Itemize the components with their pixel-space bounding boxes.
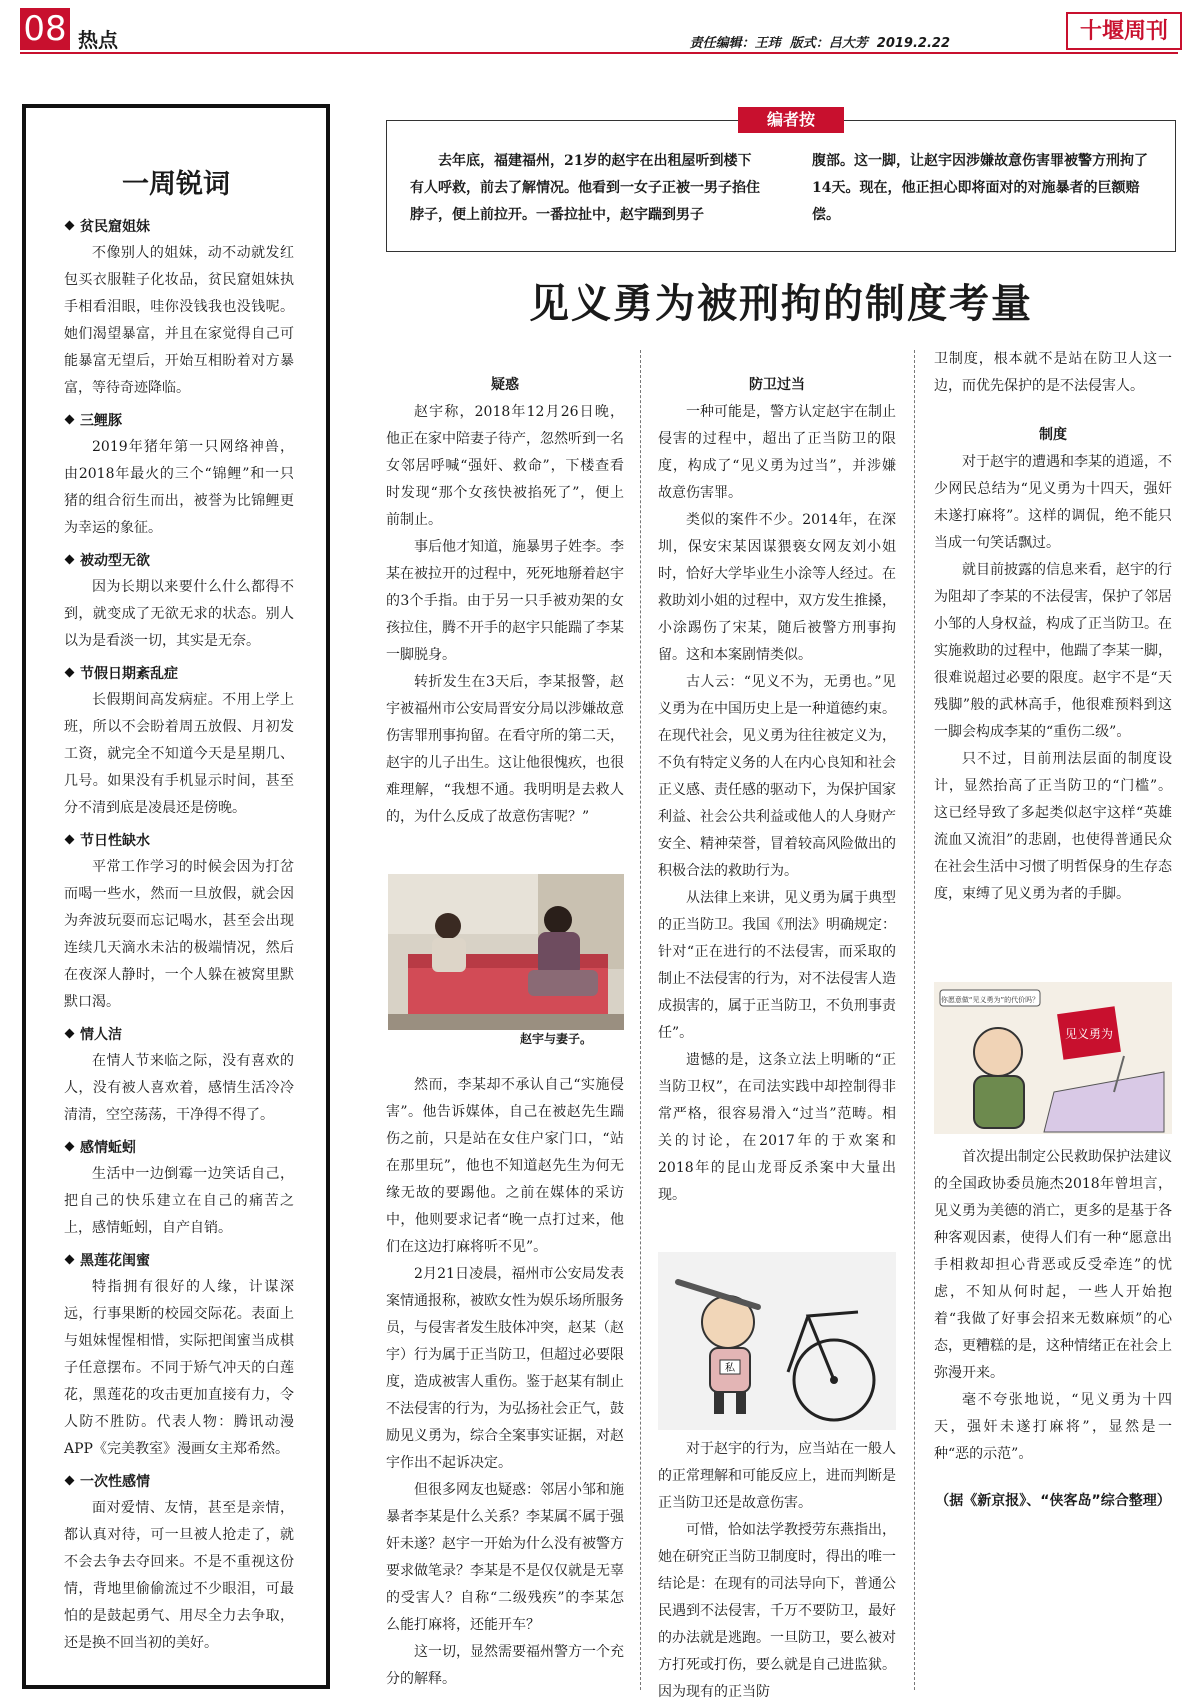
cartoon-sign-text: 见义勇为 [1064,1027,1114,1041]
article-paragraph: 赵宇称，2018年12月26日晚，他正在家中陪妻子待产，忽然听到一名女邻居呼喊“强奸、救命”，下楼查看时发现“那个女孩快被掐死了”，便上前制止。 [386,404,624,528]
term-name: 黑莲花闺蜜 [80,1253,150,1269]
article-paragraph: 这一切，显然需要福州警方一个充分的解释。 [386,1644,624,1687]
editor-note-label: 编者按 [738,107,844,133]
column-divider [640,350,641,1690]
term-entry [64,828,294,1016]
article-headline: 见义勇为被刑拘的制度考量 [529,280,1033,327]
article-column-3 [934,346,1172,908]
photo-couple-illustration [388,874,624,1030]
cartoon-crying-man [934,982,1172,1134]
editor-note-text-part1: 去年底，福建福州，21岁的赵宇在出租屋听到楼下有人呼救，前去了解情况。他看到一女子正被一男子掐住脖子，便上前拉开。一番拉扯中，赵宇踹到男子 [410,153,760,223]
term-text: 在情人节来临之际，没有喜欢的人，没有被人喜欢着，感情生活冷冷清清，空空荡荡，干净得不得了。 [64,1053,294,1123]
subheading-excessive-defense: 防卫过当 [749,377,805,393]
diamond-bullet-icon [65,555,75,565]
article-paragraph: 遗憾的是，这条立法上明晰的“正当防卫权”，在司法实践中却控制得非常严格，很容易滑入“过当”范畴。相关的讨论，在2017年的于欢案和2018年的昆山龙哥反杀案中大量出现。 [658,1052,896,1203]
cartoon-label-text: 你愿意做“见义勇为”的代价吗？ [940,996,1040,1004]
diamond-bullet-icon [65,1476,75,1486]
article-paragraph: 就目前披露的信息来看，赵宇的行为阻却了李某的不法侵害，保护了邻居小邹的人身权益，构成了正当防卫。在实施救助的过程中，他踹了李某一脚，很难说超过必要的限度。赵宇不是“天残脚”般的武林高手，他很难预料到这一脚会构成李某的“重伤二级”。 [934,562,1172,740]
article-paragraph: 对于赵宇的遭遇和李某的逍遥，不少网民总结为“见义勇为十四天，强奸未遂打麻将”。这样的调侃，绝不能只当成一句笑话飘过。 [934,454,1172,551]
diamond-bullet-icon [65,415,75,425]
section-label: 热点 [78,28,118,52]
term-text: 2019年猪年第一只网络神兽，由2018年最火的三个“锦鲤”和一只猪的组合衍生而出，被誉为比锦鲤更为幸运的象征。 [64,439,294,536]
term-entry [64,661,294,822]
cartoon-bicycle-illustration [658,1252,896,1430]
sidebar-terms [64,208,294,1657]
article-paragraph: 一种可能是，警方认定赵宇在制止侵害的过程中，超出了正当防卫的限度，构成了“见义勇为过当”，并涉嫌故意伤害罪。 [658,404,896,501]
term-text: 平常工作学习的时候会因为打岔而喝一些水，然而一旦放假，就会因为奔波玩耍而忘记喝水，甚至会出现连续几天滴水未沾的极端情况，然后在夜深人静时，一个人躲在被窝里默默口渴。 [64,859,294,1010]
subheading-system: 制度 [1039,427,1067,443]
term-name: 一次性感情 [80,1474,150,1490]
header-credits [690,32,950,51]
term-entry [64,408,294,542]
article-paragraph: 对于赵宇的行为，应当站在一般人的正常理解和可能反应上，进而判断是正当防卫还是故意伤害。 [658,1441,896,1511]
article-paragraph: 类似的案件不少。2014年，在深圳，保安宋某因谋猥亵女网友刘小姐时，恰好大学毕业生小涂等人经过。在救助刘小姐的过程中，双方发生推搡，小涂踢伤了宋某，随后被警方刑事拘留。这和本案剧情类似。 [658,512,896,663]
term-entry [64,548,294,655]
term-entry [64,1248,294,1463]
diamond-bullet-icon [65,835,75,845]
column-divider [914,350,915,1690]
header-divider [20,52,1178,54]
term-name: 节日性缺水 [80,833,150,849]
diamond-bullet-icon [65,1142,75,1152]
term-text: 因为长期以来要什么什么都得不到，就变成了无欲无求的状态。别人以为是看淡一切，其实是无奈。 [64,579,294,649]
cartoon-crying-man-illustration [934,982,1172,1134]
issue-date: 2019.2.22 [876,36,950,51]
cartoon-shirt-text: 私 [725,1363,735,1374]
page-number: 08 [20,8,70,50]
article-paragraph: 古人云：“见义不为，无勇也。”见义勇为在中国历史上是一种道德约束。在现代社会，见义勇为往往被定义为，不负有特定义务的人在内心良知和社会正义感、责任感的驱动下，为保护国家利益、社会公共利益或他人的人身财产安全、精神荣誉，冒着较高风险做出的积极合法的救助行为。 [658,674,896,879]
article-column-3-continued [934,1144,1172,1515]
term-text: 特指拥有很好的人缘，计谋深远，行事果断的校园交际花。表面上与姐妹惺惺相惜，实际把闺蜜当成棋子任意摆布。不同于矫气冲天的白莲花，黑莲花的攻击更加直接有力，令人防不胜防。代表人物：腾讯动漫APP《完美教室》漫画女主郑希然。 [64,1279,294,1457]
sidebar-box [22,104,330,1689]
editor-note-text-part2: 腹部。这一脚，让赵宇因涉嫌故意伤害罪被警方刑拘了14天。现在，他正担心即将面对的对施暴者的巨额赔偿。 [812,153,1148,223]
article-paragraph: 2月21日凌晨，福州市公安局发表案情通报称，被欧女性为娱乐场所服务员，与侵害者发生肢体冲突，赵某（赵宇）行为属于正当防卫，但超过必要限度，造成被害人重伤。鉴于赵某有制止不法侵害的行为，为弘扬社会正气，鼓励见义勇为，综合全案事实证据，对赵宇作出不起诉决定。 [386,1266,624,1471]
article-paragraph: 首次提出制定公民救助保护法建议的全国政协委员施杰2018年曾坦言，见义勇为美德的消亡，更多的是基于各种客观因素，使得人们有一种“愿意出手相救却担心背恶或反受牵连”的忧虑，不知从何时起，一些人开始抱着“我做了好事会招来无数麻烦”的心态，更糟糕的是，这种情绪正在社会上弥漫开来。 [934,1149,1172,1381]
article-paragraph: 可惜，恰如法学教授劳东燕指出，她在研究正当防卫制度时，得出的唯一结论是：在现有的司法导向下，普通公民遇到不法侵害，千万不要防卫，最好的办法就是逃跑。一旦防卫，要么被对方打死或打伤，要么就是自己进监狱。因为现有的正当防 [658,1522,896,1700]
term-entry [64,214,294,402]
article-paragraph: 转折发生在3天后，李某报警，赵宇被福州市公安局晋安分局以涉嫌故意伤害罪刑事拘留。在看守所的第二天，赵宇的儿子出生。这让他很愧疚，也很难理解，“我想不通。我明明是去救人的，为什么反成了故意伤害呢？” [386,674,624,825]
source-credit: （据《新京报》、“侠客岛”综合整理） [935,1493,1171,1509]
term-name: 被动型无欲 [80,553,150,569]
article-paragraph: 事后他才知道，施暴男子姓李。李某在被拉开的过程中，死死地掰着赵宇的3个手指。由于另一只手被劝架的女孩拉住，腾不开手的赵宇只能踹了李某一脚脱身。 [386,539,624,663]
editor-credit: 责任编辑：王玮 [689,36,781,51]
diamond-bullet-icon [65,668,75,678]
term-entry [64,1135,294,1242]
term-name: 三鲤豚 [80,413,122,429]
term-name: 情人洁 [80,1027,122,1043]
diamond-bullet-icon [65,221,75,231]
term-entry [64,1469,294,1657]
article-paragraph: 但很多网友也疑惑：邻居小邹和施暴者李某是什么关系？李某属不属于强奸未遂？赵宇一开始为什么没有被警方要求做笔录？李某是不是仅仅就是无辜的受害人？自称“二级残疾”的李某怎么能打麻将，还能开车？ [386,1482,624,1633]
article-column-2 [658,370,896,1209]
term-text: 生活中一边倒霉一边笑话自己，把自己的快乐建立在自己的痛苦之上，感情蚯蚓，自产自销。 [64,1166,294,1236]
article-paragraph: 从法律上来讲，见义勇为属于典型的正当防卫。我国《刑法》明确规定：针对“正在进行的不法侵害，而采取的制止不法侵害的行为，对不法侵害人造成损害的，属于正当防卫，不负刑事责任”。 [658,890,896,1041]
term-text: 面对爱情、友情，甚至是亲情，都认真对待，可一旦被人抢走了，就不会去争去夺回来。不是不重视这份情，背地里偷偷流过不少眼泪，可最怕的是鼓起勇气、用尽全力去争取，还是换不回当初的美好。 [64,1500,294,1651]
term-name: 贫民窟姐妹 [80,219,150,235]
photo-couple [388,874,624,1030]
article-column-1 [386,370,624,831]
masthead-logo: 十堰周刊 [1066,12,1182,50]
subheading-doubt: 疑惑 [491,377,519,393]
diamond-bullet-icon [65,1029,75,1039]
layout-credit: 版式：吕大芳 [789,36,868,51]
term-text: 不像别人的姐妹，动不动就发红包买衣服鞋子化妆品，贫民窟姐妹执手相看泪眼，哇你没钱我也没钱呢。她们渴望暴富，并且在家觉得自己可能暴富无望后，开始互相盼着对方暴富，等待奇迹降临。 [64,245,294,396]
sidebar-title: 一周锐词 [122,169,230,200]
article-paragraph: 卫制度，根本就不是站在防卫人这一边，而优先保护的是不法侵害人。 [934,351,1172,394]
term-entry [64,1022,294,1129]
term-name: 节假日期紊乱症 [80,666,178,682]
article-paragraph: 毫不夸张地说，“见义勇为十四天，强奸未遂打麻将”，显然是一种“恶的示范”。 [934,1392,1172,1462]
photo-caption: 赵宇与妻子。 [520,1032,593,1046]
article-column-2-continued [658,1436,896,1706]
article-column-1-continued [386,1072,624,1693]
term-text: 长假期间高发病症。不用上学上班，所以不会盼着周五放假、月初发工资，就完全不知道今天是星期几、几号。如果没有手机显示时间，甚至分不清到底是凌晨还是傍晚。 [64,692,294,816]
article-paragraph: 然而，李某却不承认自己“实施侵害”。他告诉媒体，自己在被赵先生踹伤之前，只是站在女住户家门口，“站在那里玩”，他也不知道赵先生为何无缘无故的要踢他。之前在媒体的采访中，他则要求记者“晚一点打过来，他们在这边打麻将听不见”。 [386,1077,624,1255]
diamond-bullet-icon [65,1255,75,1265]
cartoon-bicycle [658,1252,896,1430]
article-paragraph: 只不过，目前刑法层面的制度设计，显然抬高了正当防卫的“门槛”。这已经导致了多起类似赵宇这样“英雄流血又流泪”的悲剧，也使得普通民众在社会生活中习惯了明哲保身的生存态度，束缚了见义勇为者的手脚。 [934,751,1172,902]
term-name: 感情蚯蚓 [80,1140,136,1156]
